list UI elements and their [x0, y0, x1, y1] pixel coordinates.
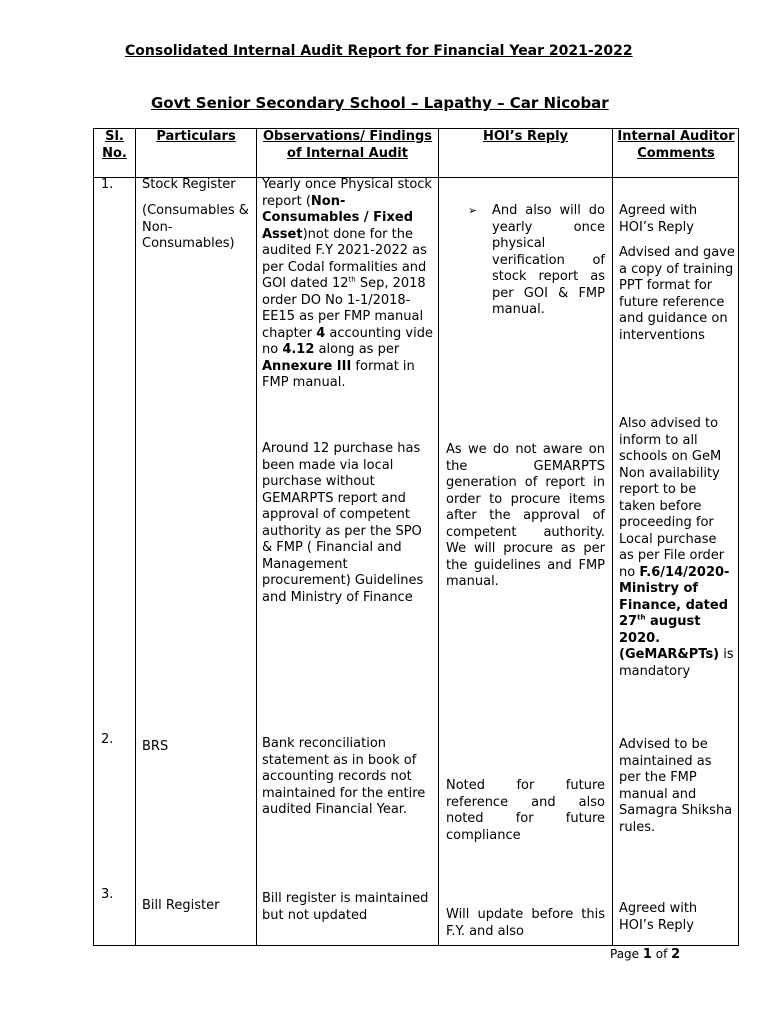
- row-1-particulars: Stock Register: [142, 177, 236, 192]
- row-2-reply: Noted for future reference and also noted for future compliance: [446, 778, 605, 843]
- header-particulars: Particulars: [156, 129, 236, 144]
- page-current: 1: [642, 947, 652, 962]
- row-1-reply-stock: And also will do yearly once physical verification of stock report as per GOI & FMP manual.: [492, 203, 605, 317]
- header-sl-no: Sl. No.: [102, 129, 127, 161]
- page-total: 2: [671, 947, 681, 962]
- row-3-observation: Bill register is maintained but not updated: [262, 891, 429, 923]
- page-of: of: [655, 947, 668, 961]
- column-divider: [256, 129, 257, 945]
- row-1-observation-stock: Yearly once Physical stock report (Non-Consumables / Fixed Asset)not done for the audited F.Y 2021-2022 as per Codal formalities and GOI dated 12th Sep, 2018 order DO No 1-1/2018-EE15 as per FMP manual chapter 4 accounting vide no 4.12 along as per Annexure III format in FMP manual.: [262, 177, 433, 390]
- page-number: [610, 947, 680, 962]
- page-label: Page: [610, 947, 640, 961]
- row-2-observation: Bank reconciliation statement as in book of accounting records not maintained for the entire audited Financial Year.: [262, 736, 426, 817]
- column-divider: [612, 129, 613, 945]
- row-3-comment: Agreed with HOI’s Reply: [619, 901, 698, 933]
- row-2-comment: Advised to be maintained as per the FMP manual and Samagra Shiksha rules.: [619, 737, 733, 835]
- row-3-sl-no: 3.: [101, 887, 114, 902]
- row-2-particulars: BRS: [142, 739, 169, 754]
- row-1-observation-purchase: Around 12 purchase has been made via local purchase without GEMARPTS report and approval of competent authority as per the SPO & FMP ( Financial and Management procurement) Guidelines and Ministry of Finance: [262, 441, 424, 605]
- row-1-comment-advised: Advised and gave a copy of training PPT format for future reference and guidance on interventions: [619, 245, 735, 343]
- header-hoi-reply: HOI’s Reply: [482, 129, 569, 144]
- audit-table: [93, 128, 739, 946]
- row-2-sl-no: 2.: [101, 732, 114, 747]
- bullet-arrow-icon: ➢: [468, 204, 478, 217]
- header-observations: Observations/ Findings of Internal Audit: [262, 129, 433, 161]
- row-1-comment-agreed: Agreed with HOI’s Reply: [619, 203, 698, 235]
- header-auditor-comments: Internal Auditor Comments: [617, 129, 735, 161]
- document-subtitle: Govt Senior Secondary School – Lapathy – Car Nicobar: [151, 94, 609, 112]
- row-1-comment-gem: Also advised to inform to all schools on GeM Non availability report to be taken before proceeding for Local purchase as per File order no F.6/14/2020-Ministry of Finance, dated 27th august 2020. (GeMAR&PTs) is mandatory: [619, 416, 734, 679]
- column-divider: [438, 129, 439, 945]
- row-1-reply-purchase: As we do not aware on the GEMARPTS generation of report in order to procure items after the approval of competent authority. We will procure as per the guidelines and FMP manual.: [446, 442, 605, 589]
- row-1-particulars-note: (Consumables & Non-Consumables): [142, 203, 249, 251]
- row-3-particulars: Bill Register: [142, 898, 220, 913]
- row-1-sl-no: 1.: [101, 177, 114, 192]
- row-3-reply: Will update before this F.Y. and also: [446, 907, 605, 939]
- column-divider: [135, 129, 136, 945]
- document-title: Consolidated Internal Audit Report for Financial Year 2021-2022: [125, 43, 633, 59]
